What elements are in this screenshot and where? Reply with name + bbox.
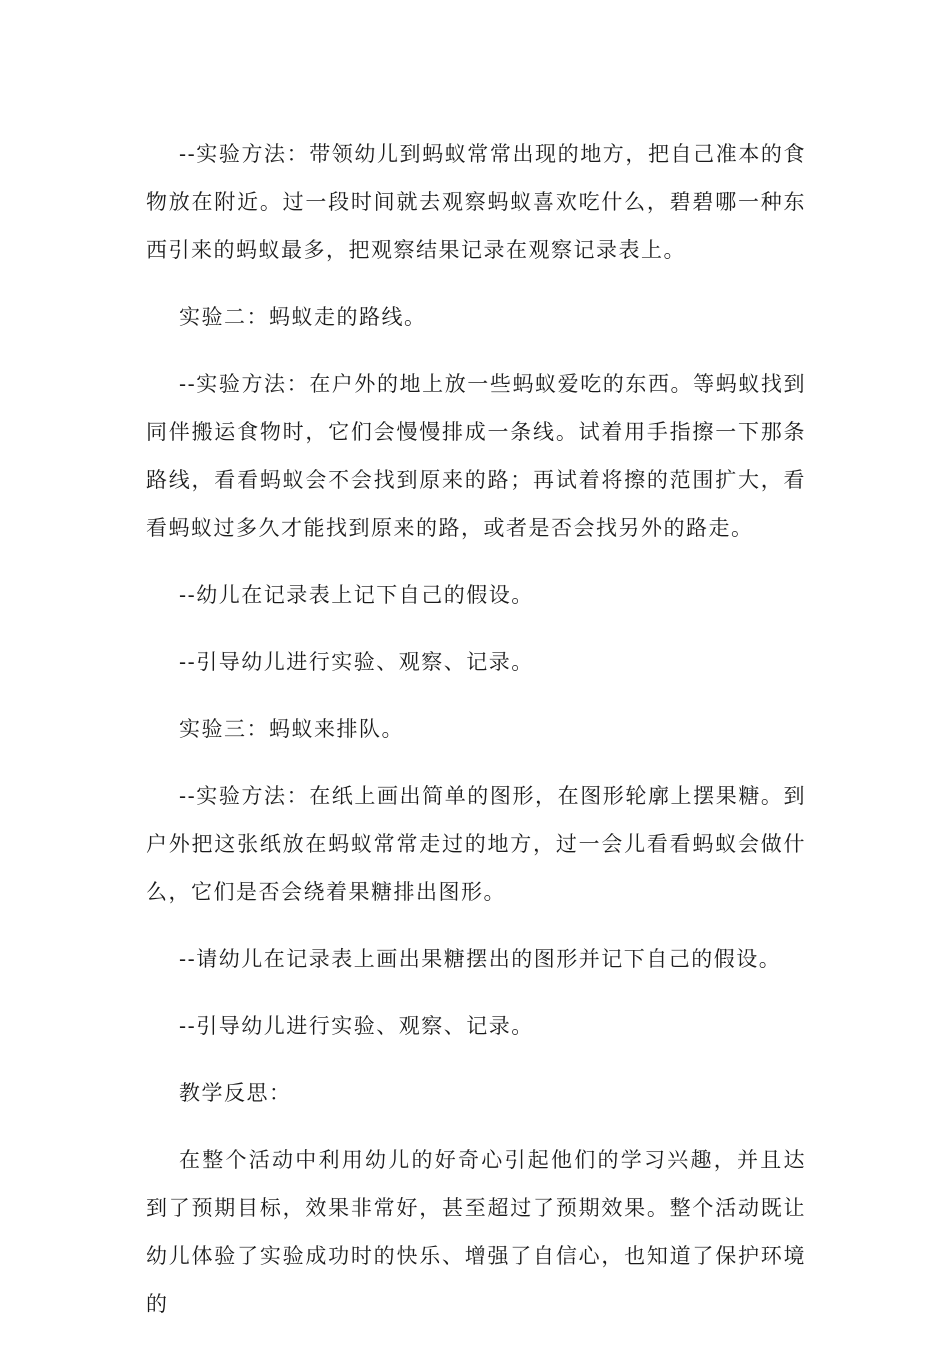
paragraph-reflection: 在整个活动中利用幼儿的好奇心引起他们的学习兴趣，并且达到了预期目标，效果非常好，甚至超过了预期效果。整个活动既让幼儿体验了实验成功时的快乐、增强了自信心，也知道了保护环境的 bbox=[146, 1148, 806, 1316]
heading-experiment-two: 实验二：蚂蚁走的路线。 bbox=[179, 305, 427, 329]
heading-experiment-three: 实验三：蚂蚁来排队。 bbox=[179, 717, 404, 741]
paragraph-experiment-three-method: --实验方法：在纸上画出简单的图形，在图形轮廓上摆果糖。到户外把这张纸放在蚂蚁常常走过的地方，过一会儿看看蚂蚁会做什么，它们是否会绕着果糖排出图形。 bbox=[146, 784, 806, 904]
paragraph-experiment-two-method: --实验方法：在户外的地上放一些蚂蚁爱吃的东西。等蚂蚁找到同伴搬运食物时，它们会慢慢排成一条线。试着用手指擦一下那条路线，看看蚂蚁会不会找到原来的路；再试着将擦的范围扩大，看看蚂蚁过多久才能找到原来的路，或者是否会找另外的路走。 bbox=[146, 372, 806, 540]
paragraph-guide-experiment-2: --引导幼儿进行实验、观察、记录。 bbox=[179, 1014, 534, 1038]
paragraph-experiment-one-method: --实验方法：带领幼儿到蚂蚁常常出现的地方，把自己准本的食物放在附近。过一段时间就去观察蚂蚁喜欢吃什么，碧碧哪一种东西引来的蚂蚁最多，把观察结果记录在观察记录表上。 bbox=[146, 142, 806, 262]
paragraph-guide-experiment: --引导幼儿进行实验、观察、记录。 bbox=[179, 650, 534, 674]
paragraph-record-hypothesis: --幼儿在记录表上记下自己的假设。 bbox=[179, 583, 534, 607]
heading-teaching-reflection: 教学反思： bbox=[179, 1081, 292, 1105]
paragraph-draw-shape: --请幼儿在记录表上画出果糖摆出的图形并记下自己的假设。 bbox=[179, 947, 782, 971]
document-body bbox=[146, 130, 806, 1347]
